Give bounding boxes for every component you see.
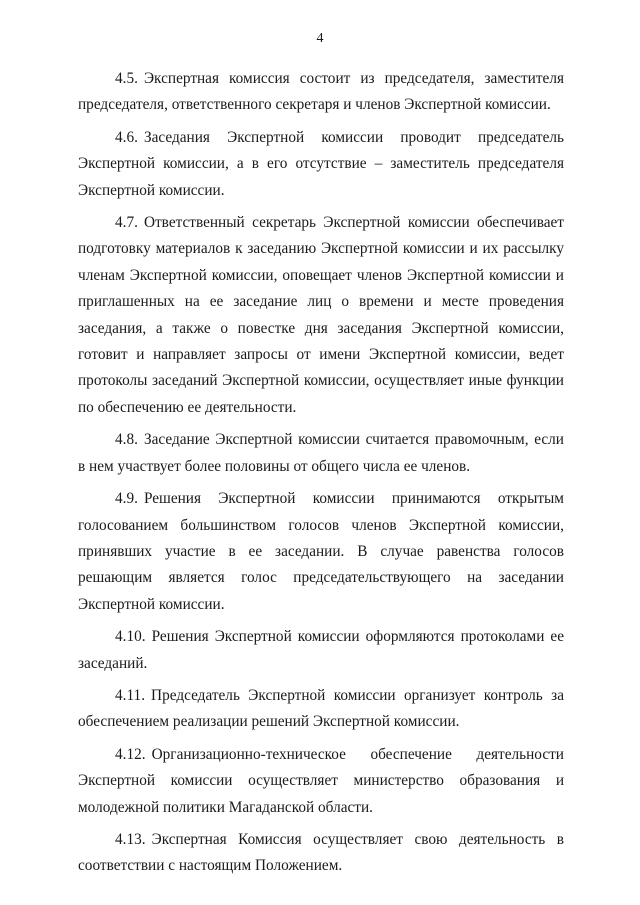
paragraph-number: 4.6. (115, 128, 138, 146)
paragraph-4-13 (78, 827, 564, 880)
paragraph-4-8 (78, 427, 564, 480)
paragraph-4-10 (78, 624, 564, 677)
paragraph-4-11 (78, 683, 564, 736)
paragraph-number: 4.5. (115, 70, 138, 87)
paragraph-text: Заседания Экспертной комиссии проводит председатель Экспертной комиссии, а в его отсутствие – заместитель председателя Экспертной комиссии. (78, 128, 564, 199)
document-body (78, 66, 564, 886)
paragraph-4-7 (78, 210, 564, 421)
paragraph-number: 4.10. (115, 628, 146, 646)
paragraph-number: 4.11. (115, 686, 146, 704)
paragraph-4-6 (78, 125, 564, 204)
paragraph-number: 4.12. (115, 745, 146, 763)
paragraph-text: Председатель Экспертной комиссии организует контроль за обеспечением реализации решений Экспертной комиссии. (78, 686, 564, 731)
paragraph-text: Экспертная комиссия состоит из председателя, заместителя председателя, ответственного секретаря и членов Экспертной комиссии. (78, 70, 564, 114)
paragraph-text: Заседание Экспертной комиссии считается правомочным, если в нем участвует более половины от общего числа ее членов. (78, 431, 564, 475)
paragraph-4-12 (78, 742, 564, 821)
paragraph-text: Решения Экспертной комиссии принимаются открытым голосованием большинством голосов членов Экспертной комиссии, принявших участие в ее заседании. В случае равенства голосов решающим является голос председательствующего на заседании Экспертной комиссии. (78, 490, 564, 613)
paragraph-number: 4.7. (115, 214, 138, 232)
paragraph-4-5 (78, 66, 564, 119)
paragraph-number: 4.9. (115, 490, 138, 508)
paragraph-text: Экспертная Комиссия осуществляет свою деятельность в соответствии с настоящим Положением. (78, 830, 564, 875)
paragraph-number: 4.8. (115, 431, 138, 449)
page-number: 4 (316, 31, 324, 46)
paragraph-4-9 (78, 486, 564, 618)
paragraph-text: Ответственный секретарь Экспертной комиссии обеспечивает подготовку материалов к заседанию Экспертной комиссии и их рассылку членам Экспертной комиссии, оповещает членов Экспертной комиссии и приглашенных на ее заседание лиц о времени и месте проведения заседания, а также о повестке дня заседания Экспертной комиссии, готовит и направляет запросы от имени Экспертной комиссии, ведет протоколы заседаний Экспертной комиссии, осуществляет иные функции по обеспечению ее деятельности. (78, 214, 564, 416)
paragraph-number: 4.13. (115, 830, 146, 848)
paragraph-text: Организационно-техническое обеспечение деятельности Экспертной комиссии осуществляет министерство образования и молодежной политики Магаданской области. (78, 745, 564, 816)
paragraph-text: Решения Экспертной комиссии оформляются протоколами ее заседаний. (78, 628, 564, 672)
